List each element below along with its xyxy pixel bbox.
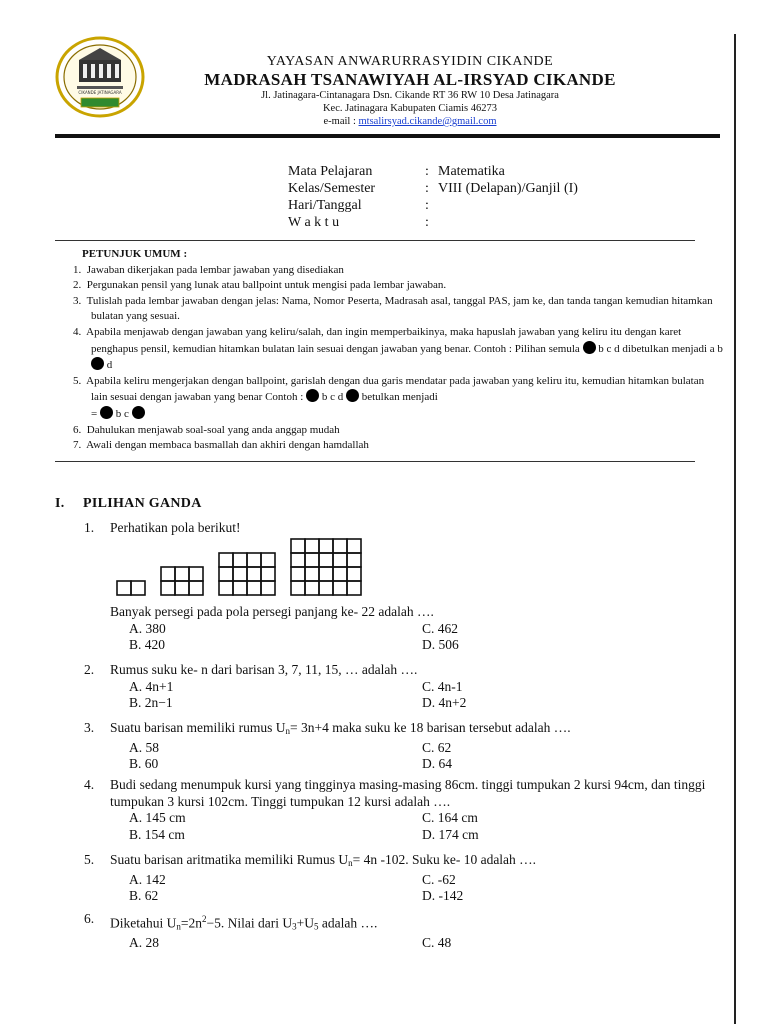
email-line xyxy=(150,116,670,128)
pattern-square xyxy=(261,553,275,567)
option-c[interactable]: C. 48 xyxy=(422,935,452,950)
pattern-square xyxy=(319,539,333,553)
pattern-grid-2 xyxy=(161,567,203,595)
question-4 xyxy=(84,777,734,843)
subscript: n xyxy=(348,858,353,868)
filled-bubble-icon xyxy=(346,389,359,402)
question-number: 2. xyxy=(84,662,95,677)
pattern-grid-3 xyxy=(219,553,275,595)
question-text: Suatu barisan memiliki rumus U xyxy=(110,720,286,735)
pattern-square xyxy=(219,567,233,581)
info-label: W a k t u xyxy=(288,215,340,230)
pattern-square xyxy=(347,539,361,553)
option-a[interactable]: A. 4n+1 xyxy=(129,678,174,694)
pattern-square xyxy=(291,539,305,553)
pattern-square xyxy=(333,581,347,595)
general-instructions xyxy=(55,247,723,454)
option-b[interactable]: B. 420 xyxy=(129,637,166,652)
pattern-square xyxy=(305,539,319,553)
instruction-item: 3. Tulislah pada lembar jawaban dengan jelas: Nama, Nomor Peserta, Madrasah asal, tanggal PAS, jam ke, dan tanda tangan kemudian hitamkan bulatan yang sesuai. xyxy=(73,294,713,323)
question-text: Suatu barisan aritmatika memiliki Rumus U xyxy=(110,852,349,867)
pattern-square xyxy=(319,553,333,567)
pattern-square xyxy=(175,581,189,595)
exam-info xyxy=(288,164,708,232)
info-colon: : xyxy=(425,164,429,179)
question-text: adalah …. xyxy=(318,915,378,931)
logo-text: CIKANDE JATINAGARA xyxy=(78,90,122,95)
option-d[interactable]: D. -142 xyxy=(422,888,464,903)
foundation-name: YAYASAN ANWARURRASYIDIN CIKANDE xyxy=(266,54,554,69)
option-d[interactable]: D. 174 cm xyxy=(422,826,479,842)
pattern-square xyxy=(247,581,261,595)
filled-bubble-icon xyxy=(91,357,104,370)
pattern-square xyxy=(333,553,347,567)
page-edge-line xyxy=(734,34,736,1024)
superscript: 2 xyxy=(202,914,207,924)
pattern-square xyxy=(261,567,275,581)
question-number: 6. xyxy=(84,911,95,926)
option-d[interactable]: D. 64 xyxy=(422,756,452,771)
school-logo xyxy=(55,36,145,118)
question-text: +U xyxy=(296,915,314,931)
pattern-square xyxy=(319,567,333,581)
pattern-grid-4 xyxy=(291,539,361,595)
info-colon: : xyxy=(425,198,429,213)
pattern-square xyxy=(261,581,275,595)
instruction-item: 2. Pergunakan pensil yang lunak atau ballpoint untuk mengisi pada lembar jawaban. xyxy=(73,279,447,292)
pattern-square xyxy=(305,567,319,581)
info-row-subject xyxy=(288,164,708,181)
address-line-1: Jl. Jatinagara-Cintanagara Dsn. Cikande RT 36 RW 10 Desa Jatinagara xyxy=(261,90,559,101)
question-number: 3. xyxy=(84,720,95,735)
instruction-item: 5. Apabila keliru mengerjakan dengan ballpoint, garislah dengan dua garis mendatar pada jawaban yang keliru itu, kemudian hitamkan bulatan lain sesuai dengan jawaban yang benar Contoh : b c d betulkan menjadi = b c xyxy=(73,374,705,420)
option-d[interactable]: D. 4n+2 xyxy=(422,695,467,710)
pattern-square xyxy=(233,567,247,581)
address-line-2: Kec. Jatinagara Kabupaten Ciamis 46273 xyxy=(322,103,498,114)
pattern-square xyxy=(347,581,361,595)
question-text: Rumus suku ke- n dari barisan 3, 7, 11, 15, … adalah …. xyxy=(110,662,418,677)
pattern-square xyxy=(233,581,247,595)
question-text: −5. Nilai dari U xyxy=(206,915,293,931)
question-text: Budi sedang menumpuk kursi yang tingginya masing-masing 86cm. tinggi tumpukan 2 kursi 94cm, dan tinggi tumpukan 3 kursi 102cm. Tinggi tumpukan 12 kursi adalah …. xyxy=(110,777,706,809)
pattern-square xyxy=(161,567,175,581)
question-5 xyxy=(84,852,734,905)
question-number: 4. xyxy=(84,777,95,792)
email-link[interactable]: mtsalirsyad.cikande@gmail.com xyxy=(358,116,497,127)
pattern-square xyxy=(305,553,319,567)
pattern-square xyxy=(233,553,247,567)
option-c[interactable]: C. 164 cm xyxy=(422,810,478,825)
square-pattern-figure xyxy=(116,537,376,599)
question-text: = 4n -102. Suku ke- 10 adalah …. xyxy=(352,852,537,867)
info-label: Mata Pelajaran xyxy=(288,164,373,179)
question-text: =2n xyxy=(180,915,202,931)
instruction-item: 4. Apabila menjawab dengan jawaban yang keliru/salah, dan ingin memperbaikinya, maka hapuslah jawaban yang keliru itu dengan karet penghapus pensil, kemudian hitamkan bulatan lain sesuai dengan jawaban yang benar. Contoh : Pilihan semula b c d dibetulkan menjadi a b d xyxy=(73,325,723,372)
instructions-top-rule xyxy=(55,240,695,241)
school-name: MADRASAH TSANAWIYAH AL-IRSYAD CIKANDE xyxy=(204,70,616,89)
option-c[interactable]: C. 62 xyxy=(422,739,452,755)
question-2 xyxy=(84,662,734,712)
subscript: n xyxy=(176,921,181,932)
info-row-class xyxy=(288,181,708,198)
pattern-square xyxy=(347,553,361,567)
info-row-date xyxy=(288,198,708,215)
question-6 xyxy=(84,911,734,952)
instruction-item: 1. Jawaban dikerjakan pada lembar jawaban yang disediakan xyxy=(73,263,344,276)
filled-bubble-icon xyxy=(306,389,319,402)
option-b[interactable]: B. 60 xyxy=(129,756,159,771)
section-title: PILIHAN GANDA xyxy=(83,496,202,511)
pattern-square xyxy=(247,553,261,567)
question-intro: Perhatikan pola berikut! xyxy=(110,520,241,535)
pattern-square xyxy=(333,567,347,581)
subscript: 5 xyxy=(313,921,319,932)
option-a[interactable]: A. 28 xyxy=(129,935,159,950)
pattern-square xyxy=(333,539,347,553)
option-c[interactable]: C. 4n-1 xyxy=(422,678,463,694)
pattern-square xyxy=(319,581,333,595)
info-colon: : xyxy=(425,181,429,196)
question-1 xyxy=(84,520,734,537)
pattern-square xyxy=(219,553,233,567)
filled-bubble-icon xyxy=(132,406,145,419)
crossed-bubble-icon xyxy=(100,406,113,419)
subscript: n xyxy=(285,726,290,736)
pattern-square xyxy=(117,581,131,595)
pattern-square xyxy=(189,581,203,595)
instruction-item: 6. Dahulukan menjawab soal-soal yang anda anggap mudah xyxy=(73,423,340,436)
info-value: VIII (Delapan)/Ganjil (I) xyxy=(438,181,578,196)
pattern-square xyxy=(305,581,319,595)
filled-bubble-icon xyxy=(583,341,596,354)
pattern-square xyxy=(347,567,361,581)
pattern-square xyxy=(189,567,203,581)
info-value: Matematika xyxy=(438,164,505,179)
section-number: I. xyxy=(55,496,65,511)
pattern-square xyxy=(219,581,233,595)
subscript: 3 xyxy=(292,921,297,932)
pattern-square xyxy=(131,581,145,595)
option-a[interactable]: A. 142 xyxy=(129,871,166,887)
instruction-item: 7. Awali dengan membaca basmallah dan akhiri dengan hamdallah xyxy=(73,439,369,452)
option-c[interactable]: C. 462 xyxy=(422,620,459,636)
info-label: Hari/Tanggal xyxy=(288,198,362,213)
option-a[interactable]: A. 58 xyxy=(129,739,159,755)
option-a[interactable]: A. 145 cm xyxy=(129,810,186,825)
pattern-grid-1 xyxy=(117,581,145,595)
question-number: 1. xyxy=(84,520,95,535)
pattern-square xyxy=(175,567,189,581)
option-b[interactable]: B. 62 xyxy=(129,888,159,903)
question-text: Diketahui U xyxy=(110,915,177,931)
option-c[interactable]: C. -62 xyxy=(422,871,456,887)
info-label: Kelas/Semester xyxy=(288,181,376,196)
pattern-square xyxy=(291,553,305,567)
header-divider xyxy=(55,134,720,138)
option-a[interactable]: A. 380 xyxy=(129,620,166,636)
pattern-square xyxy=(161,581,175,595)
email-label: e-mail : xyxy=(323,116,359,127)
question-number: 5. xyxy=(84,852,95,867)
question-text: = 3n+4 maka suku ke 18 barisan tersebut adalah …. xyxy=(289,720,571,735)
pattern-square xyxy=(247,567,261,581)
instructions-title: PETUNJUK UMUM : xyxy=(82,248,188,260)
section-heading xyxy=(55,496,202,512)
info-row-time xyxy=(288,215,708,232)
question-1-body xyxy=(84,604,734,654)
question-text: Banyak persegi pada pola persegi panjang ke- 22 adalah …. xyxy=(110,604,434,619)
question-3 xyxy=(84,720,734,773)
instructions-bottom-rule xyxy=(55,461,695,462)
info-colon: : xyxy=(425,215,429,230)
option-d[interactable]: D. 506 xyxy=(422,637,459,652)
option-b[interactable]: B. 154 cm xyxy=(129,826,185,842)
pattern-square xyxy=(291,581,305,595)
option-b[interactable]: B. 2n−1 xyxy=(129,695,173,710)
pattern-square xyxy=(291,567,305,581)
